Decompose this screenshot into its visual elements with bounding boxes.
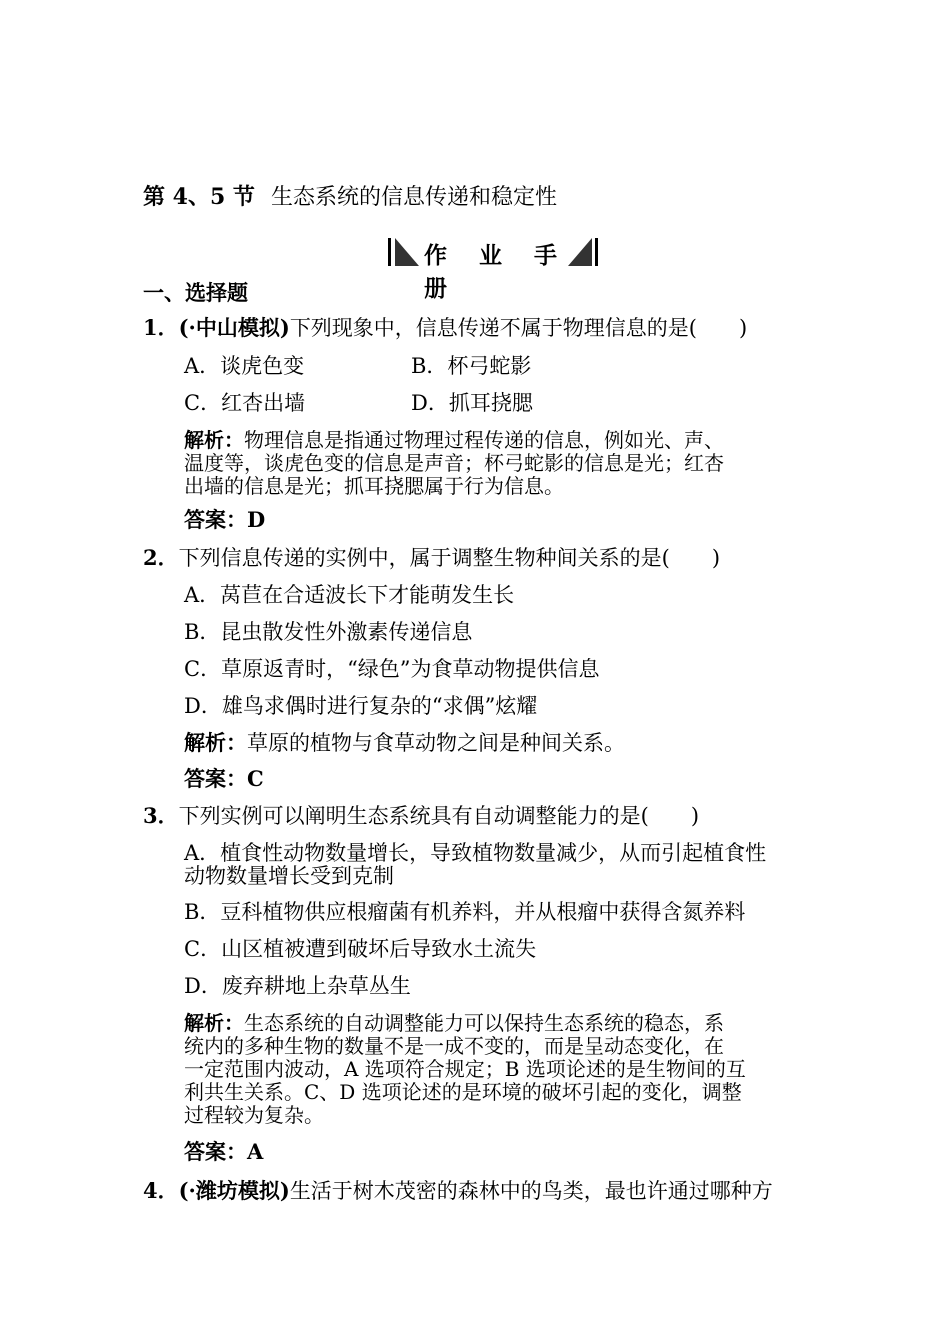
section-title: 生态系统的信息传递和稳定性 — [270, 185, 557, 210]
question-source: (·潍坊模拟) — [178, 1178, 290, 1203]
q2-option-b: B．昆虫散发性外激素传递信息 — [184, 620, 473, 644]
q1-option-c: C．红杏出墙 — [184, 391, 306, 415]
q3-option-b: B．豆科植物供应根瘤菌有机养料，并从根瘤中获得含氮养料 — [184, 900, 746, 924]
question-source: (·中山模拟) — [178, 315, 290, 340]
q1-option-b: B．杯弓蛇影 — [411, 354, 532, 378]
question-4-stem: 4．(·潍坊模拟)生活于树木茂密的森林中的鸟类，最也许通过哪种方 — [143, 1178, 773, 1203]
banner-right-triangle-icon — [568, 238, 592, 266]
q1-option-d: D．抓耳挠腮 — [411, 391, 533, 415]
q1-analysis: 解析：物理信息是指通过物理过程传递的信息，例如光、声、 温度等，谈虎色变的信息是声音；杯弓蛇影的信息是光；红杏 出墙的信息是光；抓耳挠腮属于行为信息。 — [184, 428, 724, 498]
q3-option-a-cont: 动物数量增长受到克制 — [184, 864, 394, 888]
q3-option-d: D．废弃耕地上杂草丛生 — [184, 974, 411, 998]
banner-left-bar — [388, 238, 391, 266]
section-heading — [143, 184, 557, 211]
workbook-banner — [384, 236, 602, 302]
q3-option-c: C．山区植被遭到破坏后导致水土流失 — [184, 937, 537, 961]
q2-answer: 答案：C — [184, 766, 264, 791]
q2-option-c: C．草原返青时，“绿色”为食草动物提供信息 — [184, 657, 600, 681]
q1-option-a: A．谈虎色变 — [184, 354, 305, 378]
question-2-stem: 2．下列信息传递的实例中，属于调整生物种间关系的是( ) — [143, 545, 721, 570]
q2-analysis: 解析：草原的植物与食草动物之间是种间关系。 — [184, 730, 625, 755]
question-3-stem: 3．下列实例可以阐明生态系统具有自动调整能力的是( ) — [143, 803, 700, 828]
q2-option-d: D．雄鸟求偶时进行复杂的“求偶”炫耀 — [184, 694, 538, 718]
q3-analysis: 解析：生态系统的自动调整能力可以保持生态系统的稳态，系 统内的多种生物的数量不是一成不变的，而是呈动态变化，在 一定范围内波动，A 选项符合规定；B 选项论述的是生物间的互 利共生关系。C、D 选项论述的是环境的破坏引起的变化，调整 过程较为复杂。 — [184, 1011, 746, 1127]
banner-right-bar — [595, 238, 598, 266]
section-number: 第 4、5 节 — [143, 184, 255, 210]
part-title: 一、选择题 — [143, 280, 248, 305]
q2-option-a: A．莴苣在合适波长下才能萌发生长 — [184, 583, 515, 607]
q3-answer: 答案：A — [184, 1139, 264, 1164]
banner-title: 作 业 手 册 — [424, 243, 570, 302]
q1-answer: 答案：D — [184, 507, 266, 532]
q3-option-a: A．植食性动物数量增长，导致植物数量减少，从而引起植食性 — [184, 841, 767, 865]
banner-left-triangle-icon — [395, 238, 419, 266]
question-1-stem: 1．(·中山模拟)下列现象中，信息传递不属于物理信息的是( ) — [143, 315, 748, 340]
